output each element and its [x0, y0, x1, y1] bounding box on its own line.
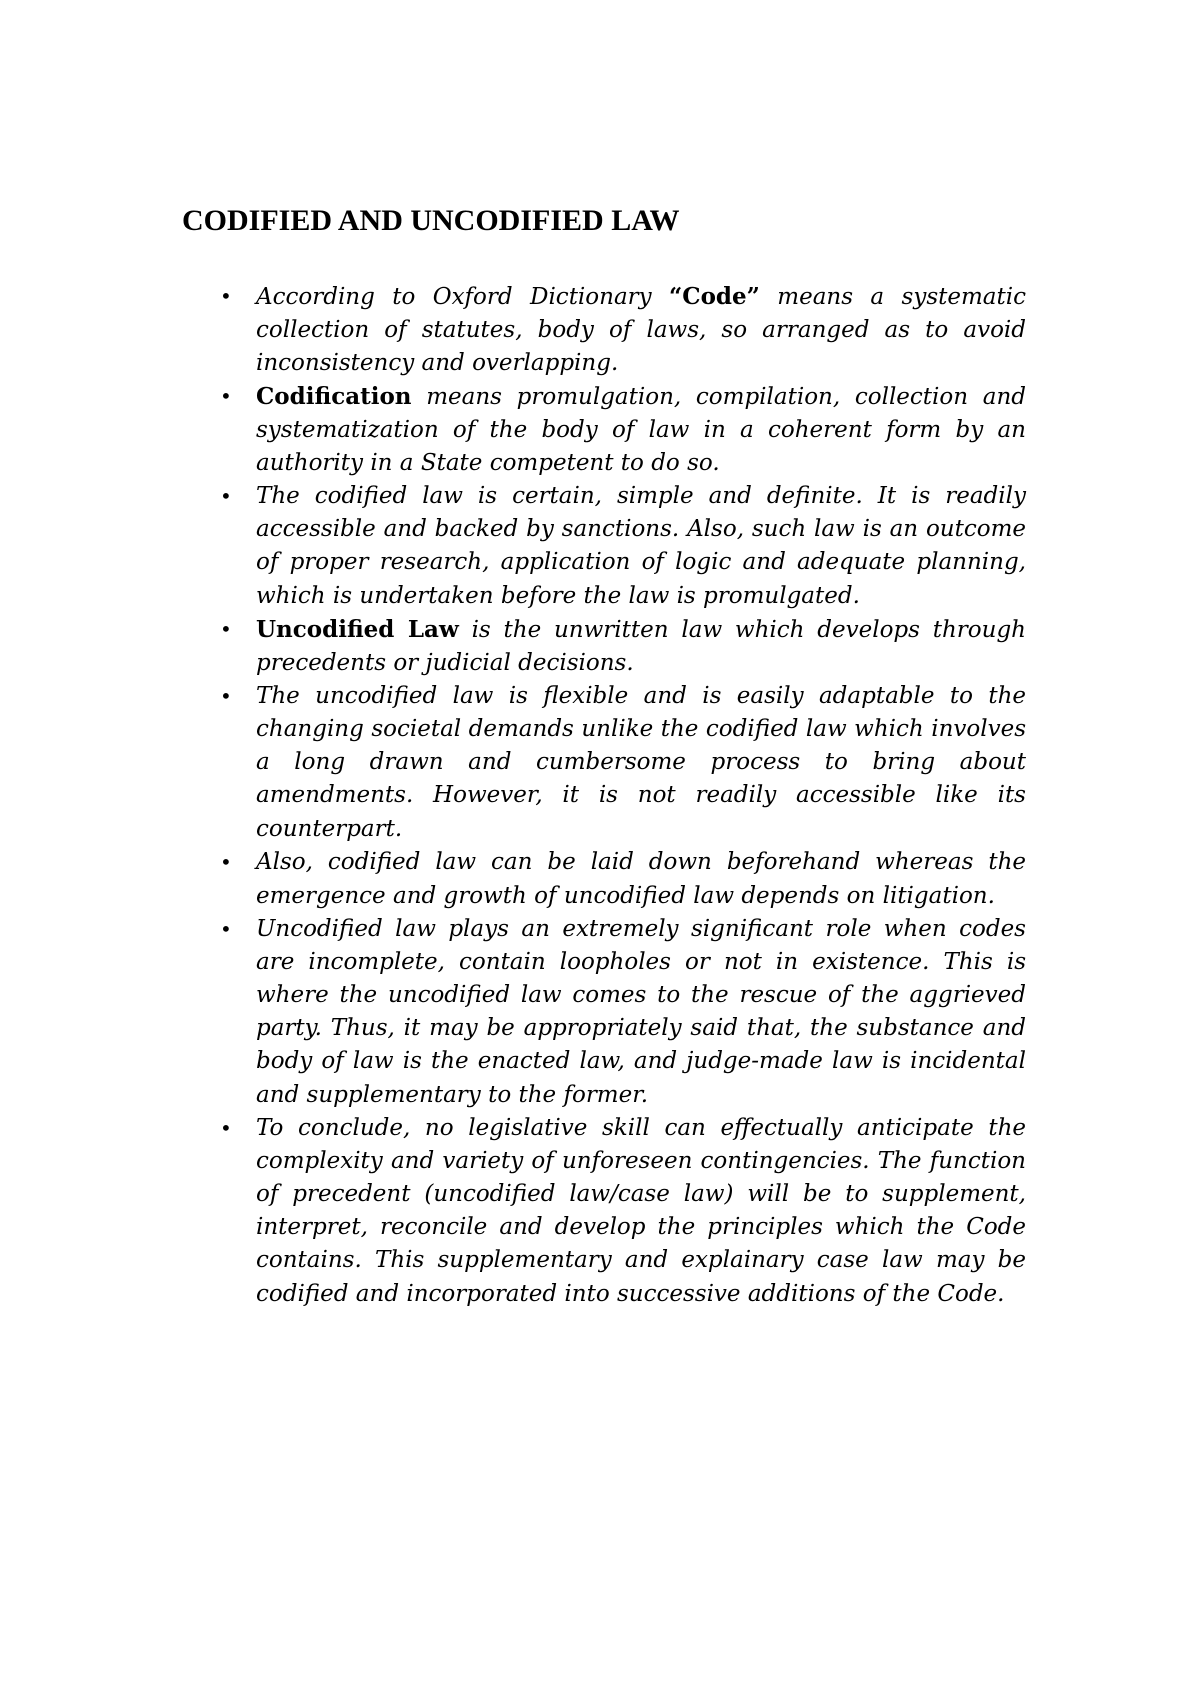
item-text: Also, codified law can be laid down beforehand whereas the emergence and growth of uncodified law depends on litigation. [256, 849, 1026, 909]
document-title: CODIFIED AND UNCODIFIED LAW [182, 204, 680, 237]
list-item [220, 1112, 1026, 1311]
list-item [220, 280, 1026, 380]
bullet-icon: • [220, 617, 232, 641]
list-item [220, 913, 1026, 1112]
bullet-icon: • [220, 917, 232, 941]
list-item [220, 846, 1026, 913]
item-text: According to Oxford Dictionary [256, 284, 670, 310]
list-item [220, 380, 1026, 480]
item-bold-term: Uncodified Law [256, 616, 459, 643]
bullet-icon: • [220, 484, 232, 508]
item-text: is the unwritten law which develops through precedents or judicial decisions. [256, 617, 1026, 676]
item-text: The codified law is certain, simple and definite. It is readily accessible and backed by sanctions. Also, such law is an outcome of proper research, application of logic and adequate planning, which is undertaken before the law is promulgated. [256, 483, 1026, 609]
bullet-icon: • [220, 1116, 232, 1140]
item-text: means a systematic collection of statutes, body of laws, so arranged as to avoid inconsistency and overlapping. [256, 284, 1026, 376]
bullet-icon: • [220, 284, 232, 308]
list-item [220, 480, 1026, 613]
list-item [220, 680, 1026, 846]
item-bold-term: “Code” [669, 283, 760, 310]
item-text: To conclude, no legislative skill can effectually anticipate the complexity and variety of unforeseen contingencies. The function of precedent (uncodified law/case law) will be to supplement, interpret, reconcile and develop the principles which the Code contains. This supplementary and explainary case law may be codified and incorporated into successive additions of the Code. [256, 1115, 1026, 1307]
bullet-list [220, 280, 1026, 1311]
list-item [220, 613, 1026, 680]
item-text: Uncodified law plays an extremely significant role when codes are incomplete, contain loopholes or not in existence. This is where the uncodified law comes to the rescue of the aggrieved party. Thus, it may be appropriately said that, the substance and body of law is the enacted law, and judge-made law is incidental and supplementary to the former. [256, 916, 1026, 1108]
item-text: means promulgation, compilation, collection and systematization of the body of law in a coherent form by an authority in a State competent to do so. [256, 384, 1026, 476]
item-bold-term: Codification [256, 383, 412, 410]
bullet-icon: • [220, 684, 232, 708]
item-text: The uncodified law is flexible and is easily adaptable to the changing societal demands unlike the codified law which involves a long drawn and cumbersome process to bring about amendments. However, it is not readily accessible like its counterpart. [256, 683, 1026, 842]
bullet-icon: • [220, 850, 232, 874]
bullet-icon: • [220, 384, 232, 408]
